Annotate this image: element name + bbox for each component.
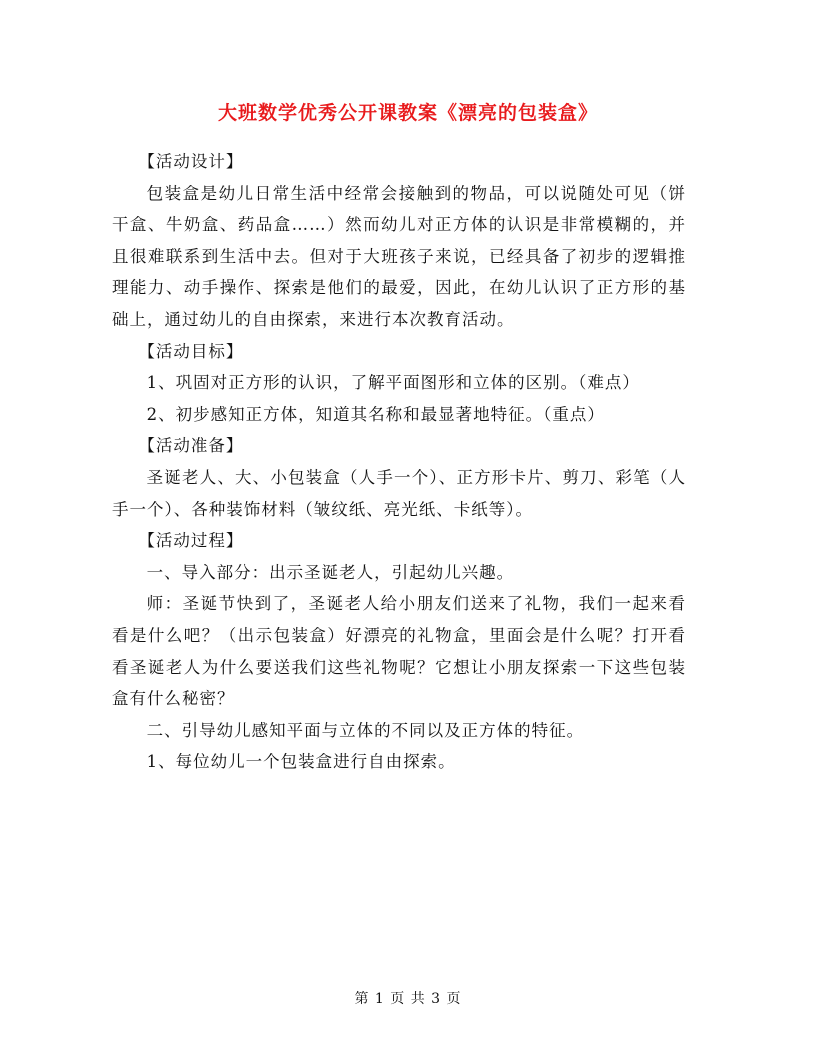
section-heading-goals: 【活动目标】 (138, 341, 244, 361)
goal-item-1: 1、巩固对正方形的认识，了解平面图形和立体的区别。（难点） (146, 373, 640, 393)
process-substep-1: 1、每位幼儿一个包装盒进行自由探索。 (146, 752, 456, 772)
process-step-1: 一、导入部分：出示圣诞老人，引起幼儿兴趣。 (146, 562, 515, 582)
section-heading-design: 【活动设计】 (138, 152, 244, 171)
document-title: 大班数学优秀公开课教案《漂亮的包装盒》 (217, 102, 598, 124)
paragraph-preparation-text: 圣诞老人、大、小包装盒（人手一个）、正方形卡片、剪刀、彩笔（人手一个）、各种装饰材料（皱纹纸、亮光纸、卡纸等）。 (112, 467, 686, 519)
document-body (112, 146, 686, 778)
page-number-footer: 第 1 页 共 3 页 (354, 991, 462, 1007)
section-heading-preparation: 【活动准备】 (138, 436, 244, 456)
section-heading-process: 【活动过程】 (138, 531, 244, 551)
paragraph-design-text: 包装盒是幼儿日常生活中经常会接触到的物品，可以说随处可见（饼干盒、牛奶盒、药品盒……）然而幼儿对正方体的认识是非常模糊的，并且很难联系到生活中去。但对于大班孩子来说，已经具备了初步的逻辑推理能力、动手操作、探索是他们的最爱，因此，在幼儿认识了正方形的基础上，通过幼儿的自由探索，来进行本次教育活动。 (112, 183, 686, 329)
process-step-2: 二、引导幼儿感知平面与立体的不同以及正方体的特征。 (146, 720, 585, 740)
paragraph-teacher-dialogue: 师：圣诞节快到了，圣诞老人给小朋友们送来了礼物，我们一起来看看是什么吧？（出示包装盒）好漂亮的礼物盒，里面会是什么呢？打开看看圣诞老人为什么要送我们这些礼物呢？它想让小朋友探索一下这些包装盒有什么秘密？ (112, 594, 686, 709)
goal-item-2: 2、初步感知正方体，知道其名称和最显著地特征。（重点） (146, 404, 605, 424)
